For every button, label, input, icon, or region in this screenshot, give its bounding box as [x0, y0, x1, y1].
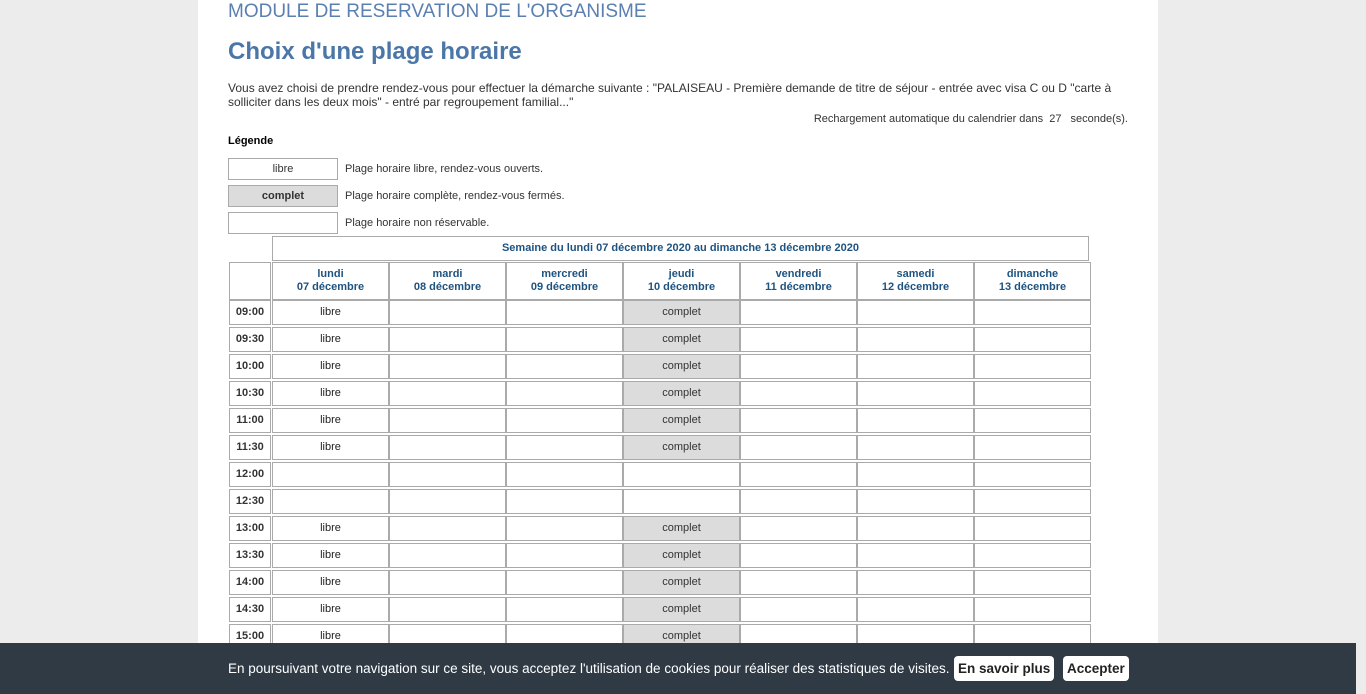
slot-unavailable [506, 462, 623, 487]
slot-unavailable [506, 381, 623, 406]
slot-unavailable [506, 489, 623, 514]
day-header-jeudi [623, 262, 740, 300]
slot-unavailable [974, 435, 1091, 460]
slot-full: complet [623, 408, 740, 433]
reload-prefix: Rechargement automatique du calendrier dans [813, 113, 1044, 125]
time-label: 09:00 [229, 300, 271, 325]
slot-free[interactable]: libre [272, 300, 389, 325]
slot-unavailable [389, 435, 506, 460]
day-header-mardi [389, 262, 506, 300]
slot-free[interactable]: libre [272, 435, 389, 460]
day-name: samedi [896, 268, 935, 280]
module-title: MODULE DE RESERVATION DE L'ORGANISME [228, 1, 647, 22]
slot-unavailable [740, 354, 857, 379]
slot-free[interactable]: libre [272, 624, 389, 649]
day-name: mercredi [541, 268, 588, 280]
slot-unavailable [389, 462, 506, 487]
legend-title: Légende [228, 135, 274, 147]
day-header-vendredi [740, 262, 857, 300]
slot-unavailable [389, 570, 506, 595]
slot-free[interactable]: libre [272, 597, 389, 622]
slot-unavailable [857, 435, 974, 460]
slot-free[interactable]: libre [272, 354, 389, 379]
slot-unavailable [857, 354, 974, 379]
slot-full: complet [623, 543, 740, 568]
slot-free[interactable]: libre [272, 381, 389, 406]
time-label: 13:30 [229, 543, 271, 568]
day-date: 12 décembre [881, 281, 950, 293]
slot-unavailable [389, 408, 506, 433]
legend-desc-full: Plage horaire complète, rendez-vous fermés. [345, 190, 565, 202]
slot-unavailable [389, 516, 506, 541]
day-date: 07 décembre [296, 281, 365, 293]
slot-free[interactable]: libre [272, 570, 389, 595]
legend-swatch-full: complet [228, 185, 338, 207]
legend-desc-free: Plage horaire libre, rendez-vous ouverts. [345, 163, 544, 175]
slot-full: complet [623, 300, 740, 325]
slot-unavailable [389, 381, 506, 406]
slot-unavailable [272, 489, 389, 514]
slot-unavailable [974, 516, 1091, 541]
slot-unavailable [389, 597, 506, 622]
time-label: 14:00 [229, 570, 271, 595]
day-header-mercredi [506, 262, 623, 300]
auto-reload-notice [814, 113, 1128, 125]
slot-unavailable [974, 597, 1091, 622]
slot-unavailable [974, 354, 1091, 379]
slot-unavailable [740, 435, 857, 460]
week-title: Semaine du lundi 07 décembre 2020 au dimanche 13 décembre 2020 [272, 236, 1089, 261]
day-date: 11 décembre [765, 281, 832, 293]
time-label: 11:30 [229, 435, 271, 460]
slot-unavailable [974, 408, 1091, 433]
time-label: 11:00 [229, 408, 271, 433]
slot-unavailable [974, 462, 1091, 487]
day-header-samedi [857, 262, 974, 300]
slot-unavailable [974, 570, 1091, 595]
legend-desc-unavailable: Plage horaire non réservable. [345, 217, 490, 229]
slot-unavailable [857, 597, 974, 622]
cookie-text: En poursuivant votre navigation sur ce site, vous acceptez l'utilisation de cookies pour réaliser des statistiques de visites. [228, 661, 950, 676]
slot-unavailable [740, 300, 857, 325]
time-label: 09:30 [229, 327, 271, 352]
slot-free[interactable]: libre [272, 516, 389, 541]
slot-full: complet [623, 624, 740, 649]
slot-unavailable [389, 489, 506, 514]
corner-cell [229, 262, 271, 300]
slot-free[interactable]: libre [272, 327, 389, 352]
day-name: vendredi [775, 268, 822, 280]
day-name: lundi [317, 268, 344, 280]
slot-free[interactable]: libre [272, 408, 389, 433]
slot-unavailable [857, 489, 974, 514]
slot-unavailable [857, 570, 974, 595]
slot-unavailable [389, 300, 506, 325]
time-label: 12:00 [229, 462, 271, 487]
slot-unavailable [506, 300, 623, 325]
slot-unavailable [857, 300, 974, 325]
slot-unavailable [974, 300, 1091, 325]
slot-unavailable [857, 516, 974, 541]
slot-unavailable [272, 462, 389, 487]
slot-unavailable [623, 489, 740, 514]
day-name: jeudi [668, 268, 695, 280]
slot-unavailable [740, 408, 857, 433]
slot-full: complet [623, 354, 740, 379]
slot-unavailable [974, 327, 1091, 352]
slot-unavailable [740, 381, 857, 406]
slot-unavailable [506, 543, 623, 568]
slot-unavailable [857, 462, 974, 487]
time-label: 14:30 [229, 597, 271, 622]
slot-unavailable [506, 354, 623, 379]
slot-full: complet [623, 516, 740, 541]
slot-unavailable [506, 327, 623, 352]
slot-unavailable [506, 408, 623, 433]
time-label: 12:30 [229, 489, 271, 514]
reload-suffix: seconde(s). [1070, 113, 1128, 125]
time-label: 15:00 [229, 624, 271, 649]
slot-unavailable [857, 327, 974, 352]
slot-unavailable [389, 354, 506, 379]
accept-cookies-button[interactable]: Accepter [1063, 656, 1129, 681]
slot-unavailable [506, 597, 623, 622]
slot-unavailable [623, 462, 740, 487]
slot-unavailable [740, 597, 857, 622]
time-label: 10:00 [229, 354, 271, 379]
slot-full: complet [623, 435, 740, 460]
reload-counter: 27 [1049, 113, 1062, 125]
slot-unavailable [974, 381, 1091, 406]
slot-unavailable [974, 489, 1091, 514]
slot-unavailable [389, 327, 506, 352]
day-date: 09 décembre [530, 281, 599, 293]
procedure-description: Vous avez choisi de prendre rendez-vous pour effectuer la démarche suivante : "PALAISEAU - Première demande de titre de séjour - entrée avec visa C ou D "carte à solliciter dans les deux mois" - entré par regroupement familial..." [228, 81, 1112, 109]
learn-more-button[interactable]: En savoir plus [954, 656, 1054, 681]
page-container [198, 0, 1158, 694]
slot-unavailable [506, 516, 623, 541]
slot-unavailable [740, 570, 857, 595]
slot-unavailable [506, 570, 623, 595]
legend-swatch-free: libre [228, 158, 338, 180]
day-header-lundi [272, 262, 389, 300]
page-title: Choix d'une plage horaire [228, 38, 522, 65]
day-header-dimanche [974, 262, 1091, 300]
slot-unavailable [857, 408, 974, 433]
legend-swatch-unavailable [228, 212, 338, 234]
slot-full: complet [623, 570, 740, 595]
time-label: 13:00 [229, 516, 271, 541]
slot-unavailable [857, 381, 974, 406]
day-date: 08 décembre [413, 281, 482, 293]
day-date: 13 décembre [998, 281, 1067, 293]
slot-full: complet [623, 597, 740, 622]
time-label: 10:30 [229, 381, 271, 406]
slot-unavailable [857, 543, 974, 568]
slot-free[interactable]: libre [272, 543, 389, 568]
slot-unavailable [740, 327, 857, 352]
slot-unavailable [506, 435, 623, 460]
slot-unavailable [389, 543, 506, 568]
day-name: mardi [432, 268, 463, 280]
slot-unavailable [740, 462, 857, 487]
slot-unavailable [740, 516, 857, 541]
slot-full: complet [623, 381, 740, 406]
slot-unavailable [974, 543, 1091, 568]
slot-full: complet [623, 327, 740, 352]
cookie-banner [0, 643, 1356, 694]
day-name: dimanche [1006, 268, 1059, 280]
day-date: 10 décembre [647, 281, 716, 293]
slot-unavailable [740, 489, 857, 514]
slot-unavailable [740, 543, 857, 568]
